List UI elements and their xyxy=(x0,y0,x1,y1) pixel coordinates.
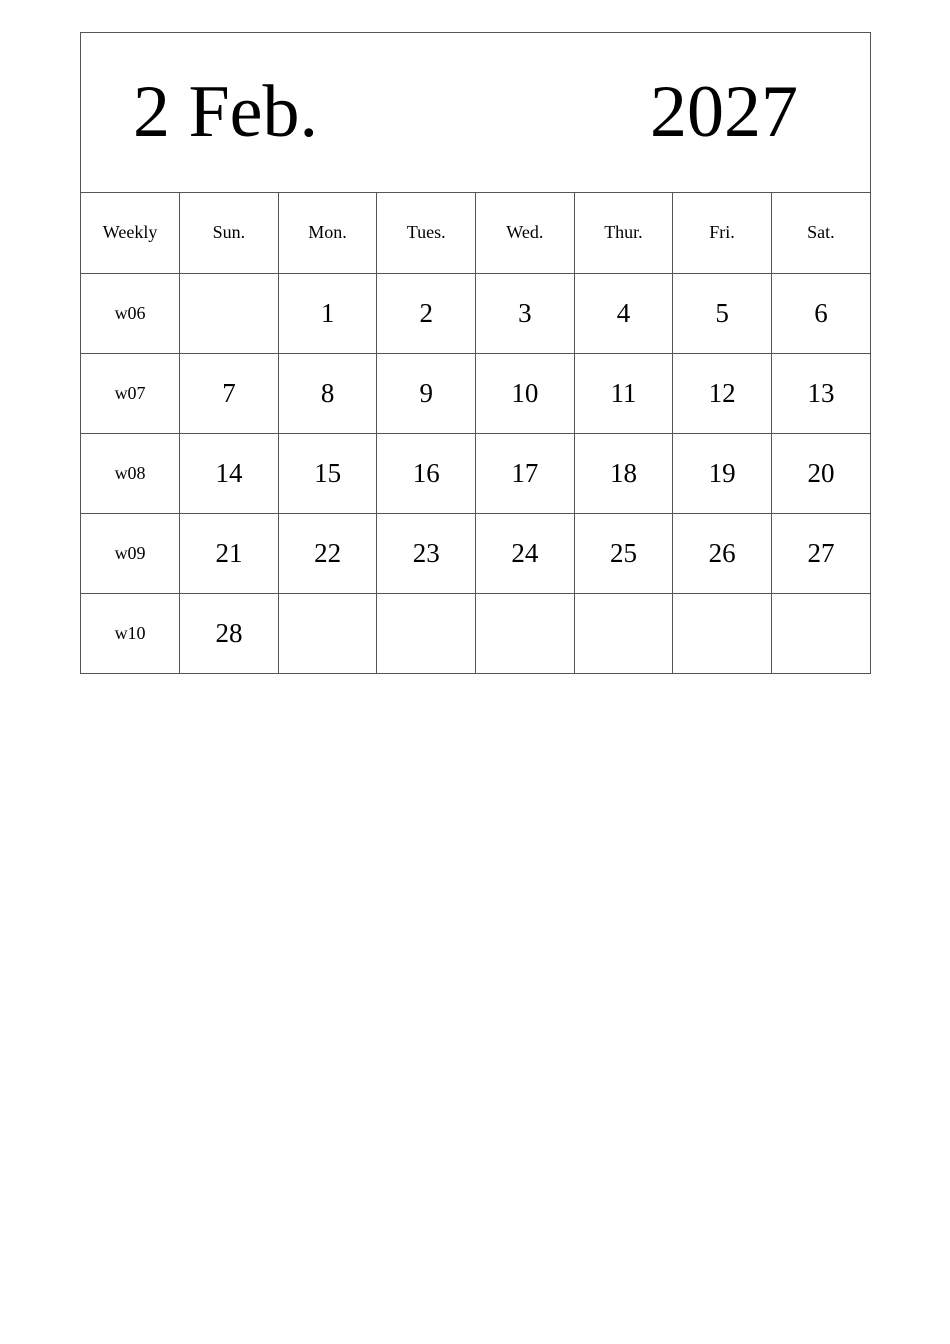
week-number: w08 xyxy=(81,433,180,513)
week-number: w07 xyxy=(81,353,180,433)
day-cell: 4 xyxy=(574,273,673,353)
week-row xyxy=(81,513,870,593)
day-cell: 20 xyxy=(771,433,870,513)
column-header-wed: Wed. xyxy=(476,193,575,273)
week-number: w06 xyxy=(81,273,180,353)
day-cell: 9 xyxy=(377,353,476,433)
column-header-sat: Sat. xyxy=(771,193,870,273)
day-cell: 10 xyxy=(476,353,575,433)
day-cell: 1 xyxy=(278,273,377,353)
week-number: w10 xyxy=(81,593,180,673)
day-cell: 28 xyxy=(180,593,279,673)
column-header-mon: Mon. xyxy=(278,193,377,273)
day-cell: 21 xyxy=(180,513,279,593)
week-number: w09 xyxy=(81,513,180,593)
day-cell: 18 xyxy=(574,433,673,513)
day-cell: 5 xyxy=(673,273,772,353)
day-cell xyxy=(771,593,870,673)
column-header-fri: Fri. xyxy=(673,193,772,273)
day-cell xyxy=(278,593,377,673)
day-cell: 23 xyxy=(377,513,476,593)
day-cell: 16 xyxy=(377,433,476,513)
year-title: 2027 xyxy=(650,71,798,153)
day-cell: 14 xyxy=(180,433,279,513)
day-cell xyxy=(673,593,772,673)
day-cell: 2 xyxy=(377,273,476,353)
calendar-header xyxy=(81,33,870,193)
week-row xyxy=(81,353,870,433)
day-cell: 8 xyxy=(278,353,377,433)
day-cell: 22 xyxy=(278,513,377,593)
day-cell: 6 xyxy=(771,273,870,353)
day-cell: 15 xyxy=(278,433,377,513)
day-cell: 24 xyxy=(476,513,575,593)
day-cell: 7 xyxy=(180,353,279,433)
weekday-header-row xyxy=(81,193,870,273)
day-cell xyxy=(377,593,476,673)
week-row xyxy=(81,593,870,673)
calendar xyxy=(80,32,871,674)
week-row xyxy=(81,433,870,513)
column-header-weekly: Weekly xyxy=(81,193,180,273)
month-title: 2 Feb. xyxy=(133,71,318,153)
column-header-thu: Thur. xyxy=(574,193,673,273)
day-cell xyxy=(574,593,673,673)
column-header-tue: Tues. xyxy=(377,193,476,273)
week-row xyxy=(81,273,870,353)
day-cell: 19 xyxy=(673,433,772,513)
calendar-grid xyxy=(81,193,870,673)
day-cell: 26 xyxy=(673,513,772,593)
day-cell: 17 xyxy=(476,433,575,513)
day-cell: 3 xyxy=(476,273,575,353)
day-cell xyxy=(180,273,279,353)
day-cell: 13 xyxy=(771,353,870,433)
day-cell: 11 xyxy=(574,353,673,433)
day-cell: 25 xyxy=(574,513,673,593)
day-cell: 27 xyxy=(771,513,870,593)
day-cell: 12 xyxy=(673,353,772,433)
column-header-sun: Sun. xyxy=(180,193,279,273)
day-cell xyxy=(476,593,575,673)
